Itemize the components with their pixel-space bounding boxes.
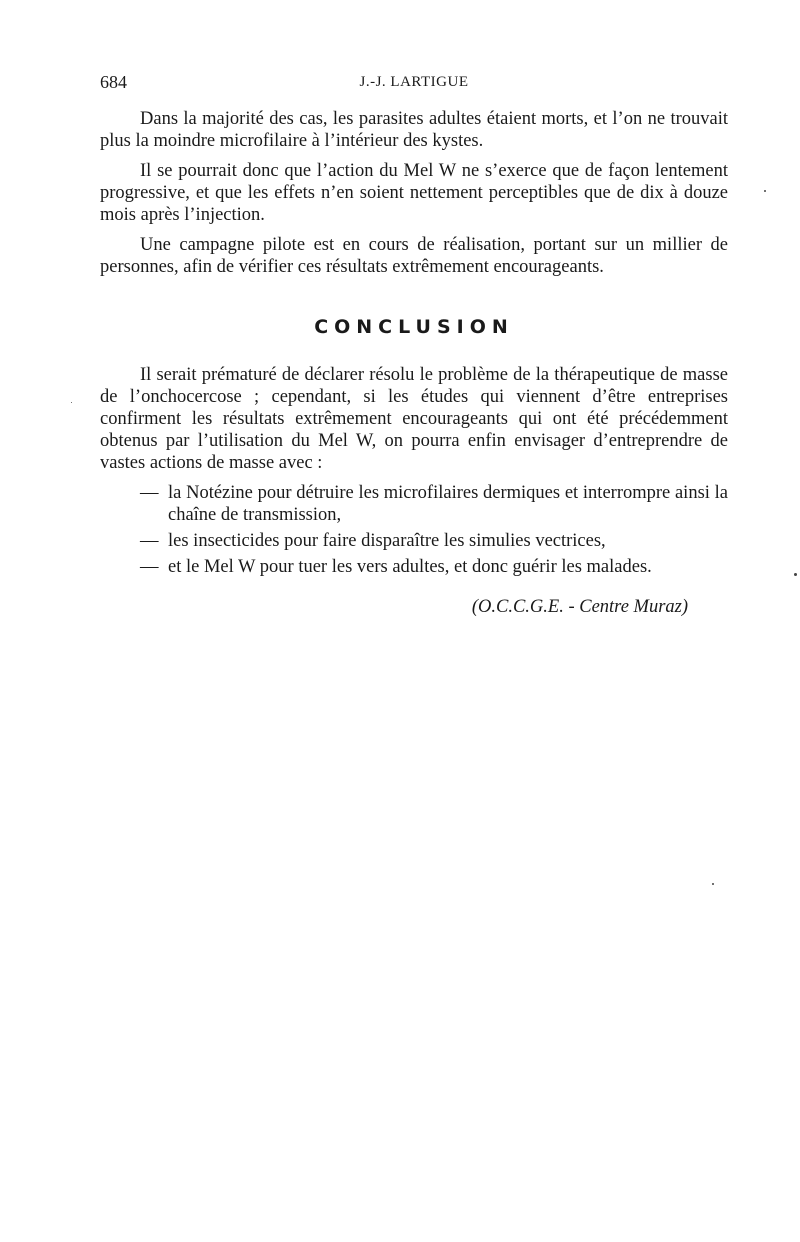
paragraph: Dans la majorité des cas, les parasites adultes étaient morts, et l’on ne trouvait plus la moindre microfilaire à l’intérieur des kystes. xyxy=(100,109,728,151)
running-head: J.-J. LARTIGUE xyxy=(359,74,469,90)
list-item-text: la Notézine pour détruire les microfilaires dermiques et interrompre ainsi la chaîne de transmission, xyxy=(168,483,728,525)
paragraph: Une campagne pilote est en cours de réalisation, portant sur un millier de personnes, afin de vérifier ces résultats extrêmement encourageants. xyxy=(100,235,728,277)
conclusion-paragraph: Il serait prématuré de déclarer résolu le problème de la thérapeutique de masse de l’onchocercose ; cependant, si les études qui viennent d’être entreprises confirment les résultats extrêmement encourageants qui ont été précédemment obtenus par l’utilisation du Mel W, on pourra enfin envisager d’entreprendre de vastes actions de masse avec : xyxy=(100,365,728,473)
scan-speck xyxy=(712,883,714,885)
scan-speck xyxy=(764,190,766,192)
page-header xyxy=(100,72,728,96)
list-item-text: les insecticides pour faire disparaître les simulies vectrices, xyxy=(168,531,606,551)
list-item xyxy=(100,530,728,552)
scan-speck xyxy=(794,573,797,576)
signature: (O.C.C.G.E. - Centre Muraz) xyxy=(471,597,688,617)
page-number: 684 xyxy=(100,72,127,92)
dash-marker: — xyxy=(140,531,159,551)
dash-marker: — xyxy=(140,483,159,503)
body-text xyxy=(100,108,728,618)
list-item xyxy=(100,556,728,578)
section-title: CONCLUSION xyxy=(314,316,514,338)
list-item-text: et le Mel W pour tuer les vers adultes, et donc guérir les malades. xyxy=(168,557,652,577)
paragraph: Il se pourrait donc que l’action du Mel W ne s’exerce que de façon lentement progressive, et que les effets n’en soient nettement perceptibles que de dix à douze mois après l’injection. xyxy=(100,161,728,225)
conclusion-list xyxy=(100,482,728,578)
dash-marker: — xyxy=(140,557,159,577)
list-item xyxy=(100,482,728,526)
scan-speck xyxy=(71,402,72,403)
